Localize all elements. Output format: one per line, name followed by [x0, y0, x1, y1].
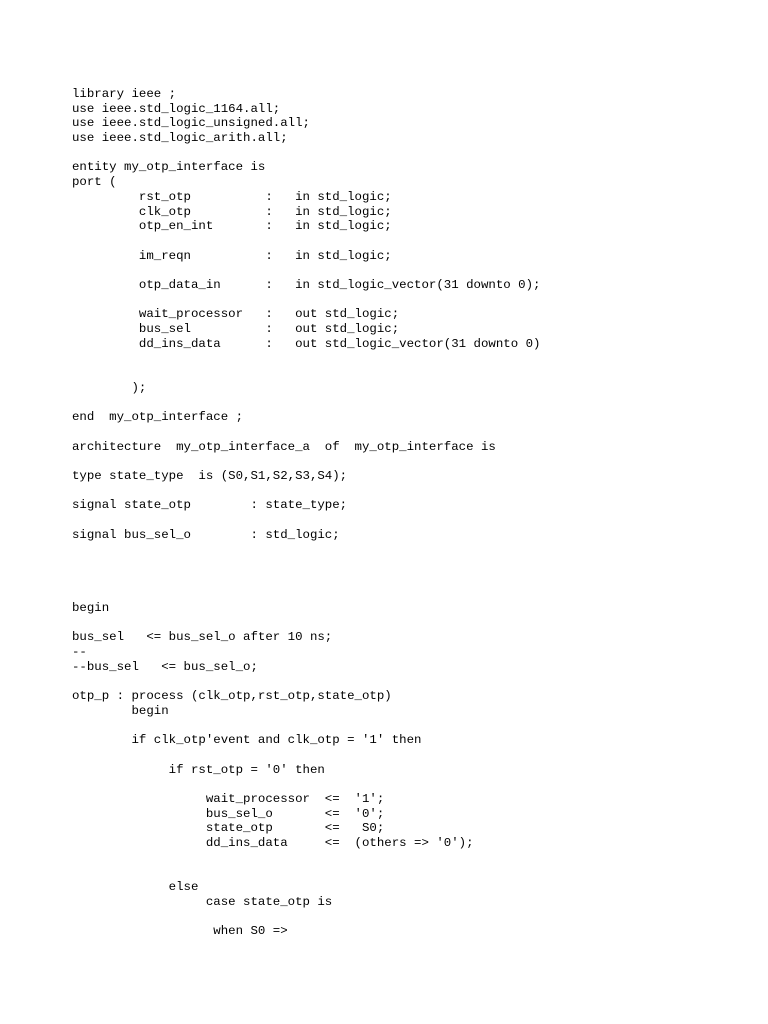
code-line	[72, 454, 540, 469]
code-line	[72, 748, 540, 763]
code-line: if clk_otp'event and clk_otp = '1' then	[72, 733, 422, 748]
code-line: im_reqn : in std_logic;	[72, 248, 392, 263]
code-line	[72, 263, 540, 278]
code-line	[72, 616, 540, 631]
code-line	[72, 293, 540, 308]
code-line: when S0 =>	[72, 924, 288, 939]
code-line: otp_data_in : in std_logic_vector(31 downto 0);	[72, 277, 541, 292]
vhdl-code-block	[72, 87, 540, 939]
code-line: bus_sel <= bus_sel_o after 10 ns;	[72, 630, 333, 645]
code-line	[72, 777, 540, 792]
code-line	[72, 513, 540, 528]
code-line: --bus_sel <= bus_sel_o;	[72, 659, 258, 674]
code-line	[72, 366, 540, 381]
code-line	[72, 719, 540, 734]
code-line: clk_otp : in std_logic;	[72, 204, 392, 219]
code-line	[72, 395, 540, 410]
code-line: end my_otp_interface ;	[72, 410, 244, 425]
code-line: port (	[72, 175, 117, 190]
code-line: dd_ins_data <= (others => '0');	[72, 836, 474, 851]
code-line: use ieee.std_logic_unsigned.all;	[72, 116, 310, 131]
code-line: bus_sel_o <= '0';	[72, 806, 385, 821]
code-line	[72, 146, 540, 161]
code-line: otp_p : process (clk_otp,rst_otp,state_otp)	[72, 689, 392, 704]
code-line: );	[72, 380, 147, 395]
code-line	[72, 910, 540, 925]
code-line: wait_processor <= '1';	[72, 792, 385, 806]
code-line: use ieee.std_logic_arith.all;	[72, 131, 288, 146]
code-line	[72, 865, 540, 880]
code-line	[72, 351, 540, 366]
code-line: library ieee ;	[72, 87, 177, 101]
code-line: otp_en_int : in std_logic;	[72, 219, 392, 234]
code-line: signal state_otp : state_type;	[72, 498, 348, 513]
code-line: signal bus_sel_o : std_logic;	[72, 527, 340, 542]
code-line	[72, 851, 540, 866]
code-line: if rst_otp = '0' then	[72, 762, 325, 777]
code-line: begin	[72, 601, 110, 616]
code-line: type state_type is (S0,S1,S2,S3,S4);	[72, 468, 348, 483]
code-line	[72, 234, 540, 249]
code-line: case state_otp is	[72, 894, 333, 909]
code-line	[72, 484, 540, 499]
code-line	[72, 557, 540, 572]
code-line: use ieee.std_logic_1164.all;	[72, 101, 281, 116]
code-line: rst_otp : in std_logic;	[72, 189, 392, 204]
code-line: dd_ins_data : out std_logic_vector(31 downto 0)	[72, 336, 541, 351]
code-line: state_otp <= S0;	[72, 821, 385, 836]
code-line	[72, 675, 540, 690]
code-line: architecture my_otp_interface_a of my_otp_interface is	[72, 439, 496, 454]
code-line	[72, 586, 540, 601]
code-line: --	[72, 645, 87, 660]
code-line: begin	[72, 703, 169, 718]
code-line: else	[72, 880, 199, 895]
code-line	[72, 425, 540, 440]
code-line: bus_sel : out std_logic;	[72, 322, 400, 336]
code-line: wait_processor : out std_logic;	[72, 307, 400, 322]
code-line	[72, 572, 540, 587]
code-line	[72, 542, 540, 557]
code-line: entity my_otp_interface is	[72, 160, 266, 175]
